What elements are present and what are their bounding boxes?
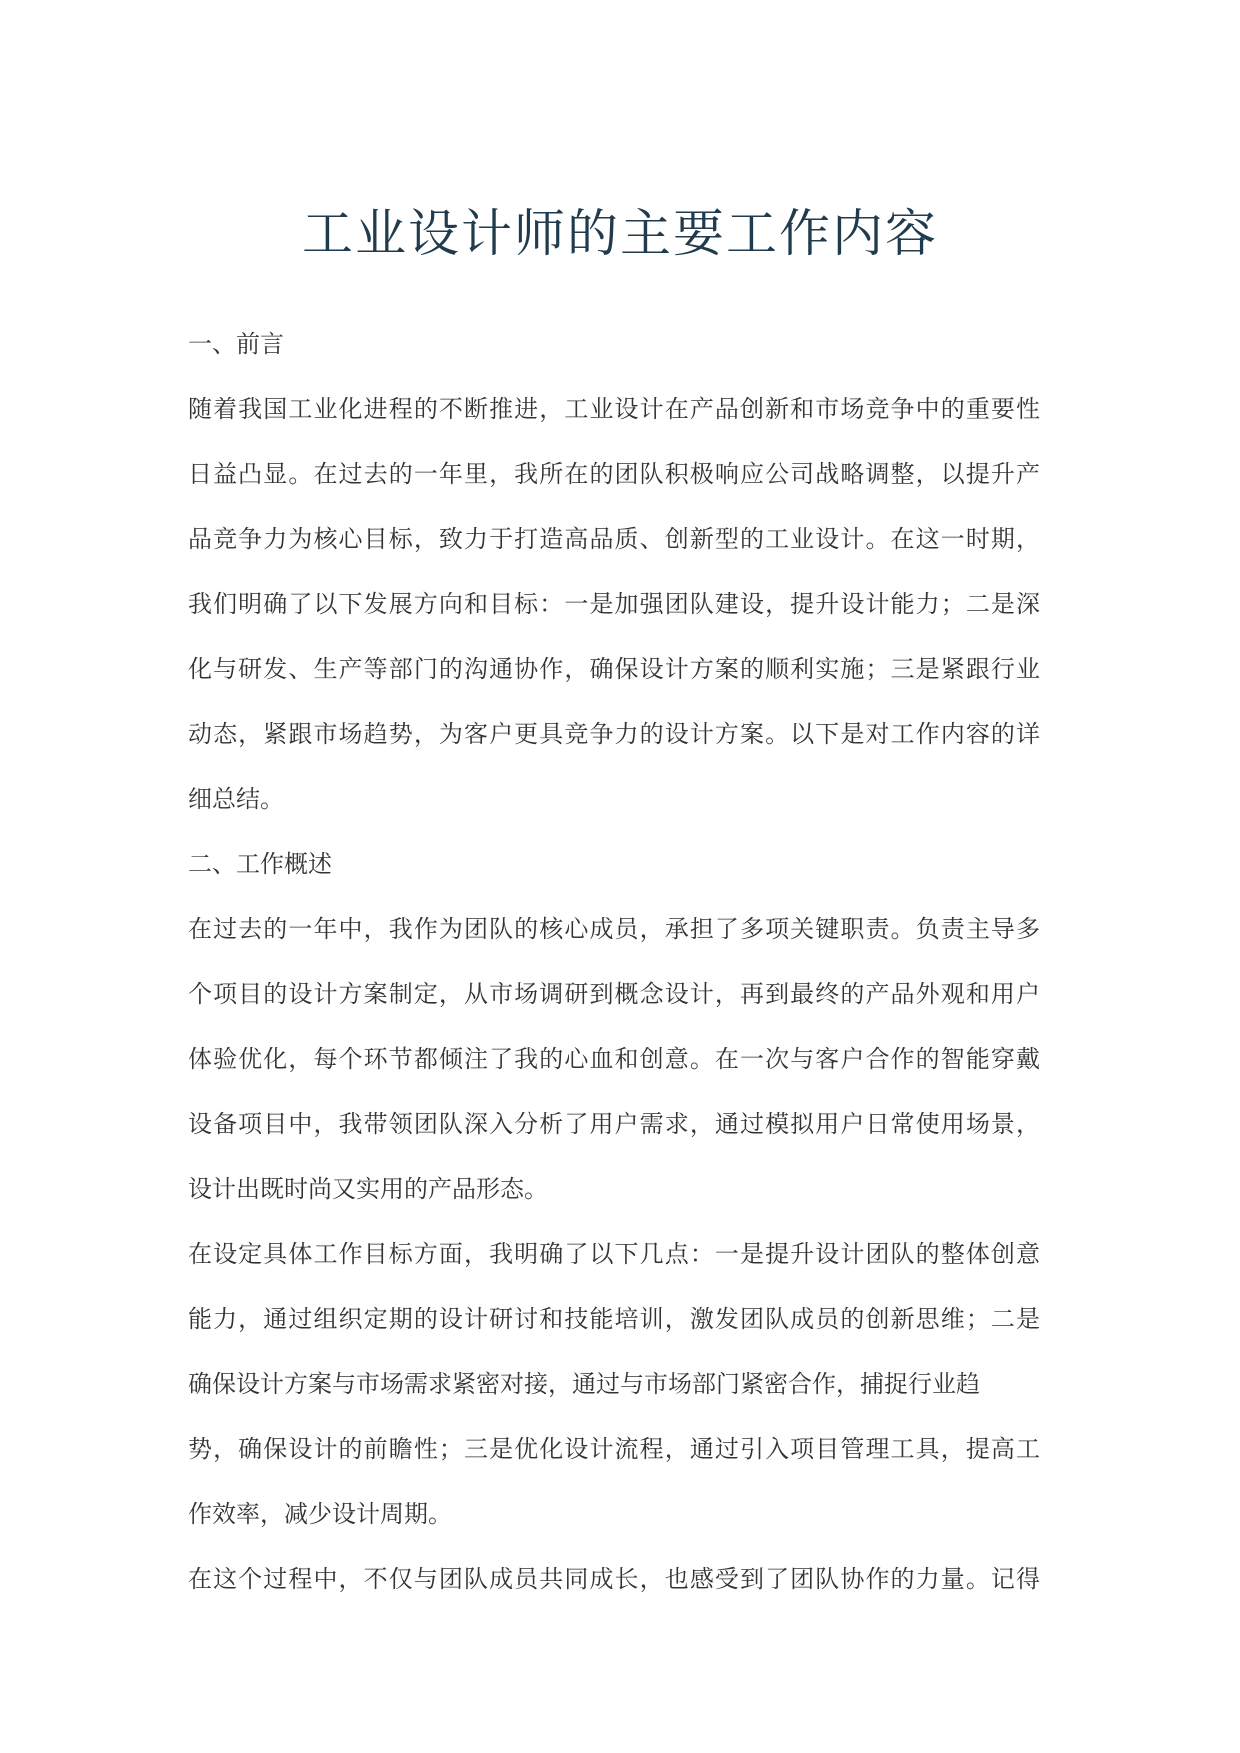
section-heading-preface: 一、前言: [188, 330, 284, 358]
paragraph-line: 我们明确了以下发展方向和目标：一是加强团队建设，提升设计能力；二是深: [188, 590, 1040, 618]
paragraph-line: 个项目的设计方案制定，从市场调研到概念设计，再到最终的产品外观和用户: [188, 980, 1040, 1008]
paragraph-line: 在过去的一年中，我作为团队的核心成员，承担了多项关键职责。负责主导多: [188, 915, 1040, 943]
paragraph-line: 确保设计方案与市场需求紧密对接，通过与市场部门紧密合作，捕捉行业趋: [188, 1370, 980, 1398]
document-title: 工业设计师的主要工作内容: [301, 205, 938, 264]
paragraph-line: 能力，通过组织定期的设计研讨和技能培训，激发团队成员的创新思维；二是: [188, 1305, 1040, 1333]
paragraph-line: 设计出既时尚又实用的产品形态。: [188, 1175, 548, 1203]
paragraph-line: 品竞争力为核心目标，致力于打造高品质、创新型的工业设计。在这一时期，: [188, 525, 1040, 553]
paragraph-line: 势，确保设计的前瞻性；三是优化设计流程，通过引入项目管理工具，提高工: [188, 1435, 1040, 1463]
paragraph-line: 动态，紧跟市场趋势，为客户更具竞争力的设计方案。以下是对工作内容的详: [188, 720, 1040, 748]
section-heading-overview: 二、工作概述: [188, 850, 332, 878]
paragraph-line: 在这个过程中，不仅与团队成员共同成长，也感受到了团队协作的力量。记得: [188, 1565, 1040, 1593]
paragraph-line: 细总结。: [188, 785, 284, 813]
paragraph-line: 体验优化，每个环节都倾注了我的心血和创意。在一次与客户合作的智能穿戴: [188, 1045, 1040, 1073]
paragraph-line: 化与研发、生产等部门的沟通协作，确保设计方案的顺利实施；三是紧跟行业: [188, 655, 1040, 683]
paragraph-line: 随着我国工业化进程的不断推进，工业设计在产品创新和市场竞争中的重要性: [188, 395, 1040, 423]
paragraph-line: 在设定具体工作目标方面，我明确了以下几点：一是提升设计团队的整体创意: [188, 1240, 1040, 1268]
paragraph-line: 作效率，减少设计周期。: [188, 1500, 452, 1528]
paragraph-line: 日益凸显。在过去的一年里，我所在的团队积极响应公司战略调整，以提升产: [188, 460, 1040, 488]
document-body: [188, 312, 1040, 1612]
paragraph-line: 设备项目中，我带领团队深入分析了用户需求，通过模拟用户日常使用场景，: [188, 1110, 1040, 1138]
